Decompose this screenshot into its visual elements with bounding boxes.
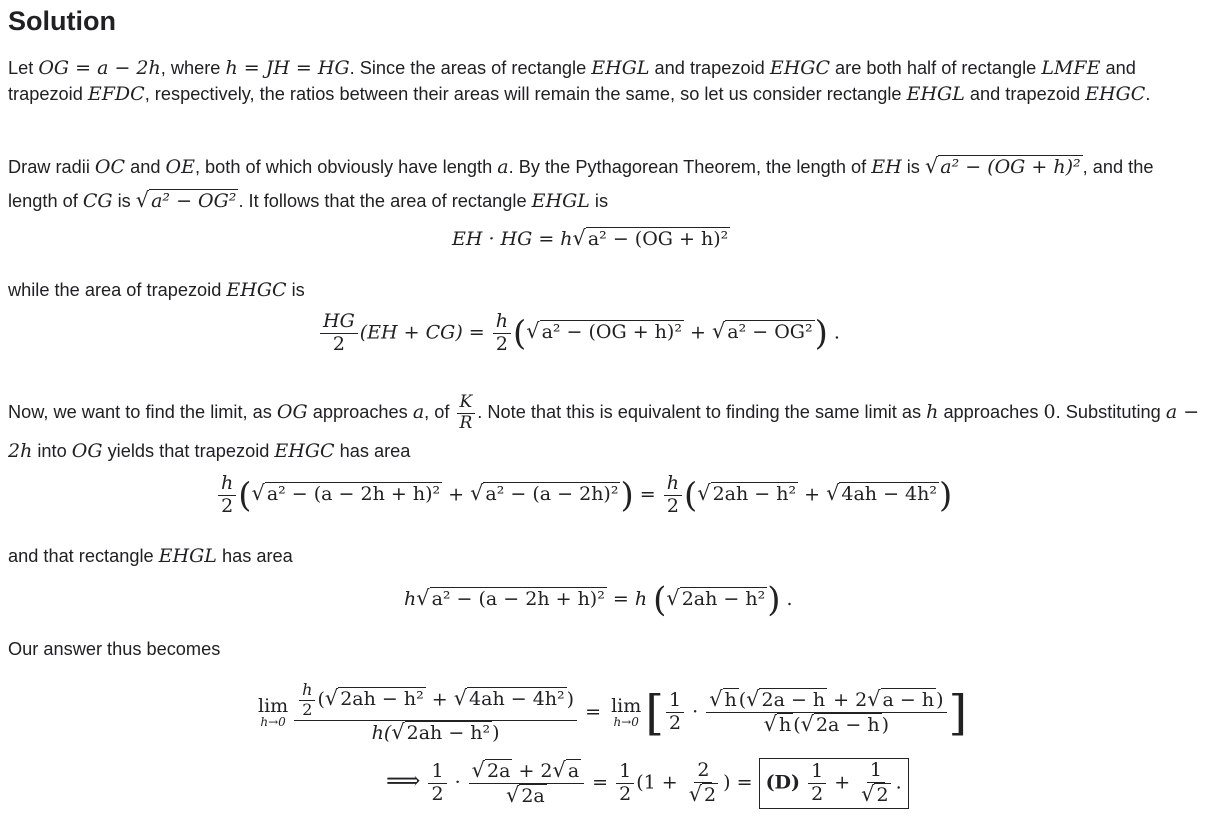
math-ehgc: EHGC — [1085, 83, 1146, 105]
equation-trapezoid-area: $\frac{HG}{2}$ (EH + CG) = $\frac{h}{2}$ (√ a² − (OG + h)² + √ a² − OG²) . — [318, 312, 840, 355]
equation-limit: lim h→0 $\frac{h}{2}$ (√ 2ah − h² + √ 4ah − 4h² ) h(√ 2ah − h² ) = lim h→0 [ $\frac{1}{2}$ · $\frac{√ h (√ 2a - h + 2√ a - h )}{√ h (√ 2a - h )}$ ] — [258, 680, 968, 744]
math-ehgl: EHGL — [906, 83, 965, 105]
math-og: OG — [276, 401, 308, 424]
answer-box: (D) $\frac{1}{2}$ + $\frac{1}{√ 2}$ . — [759, 758, 909, 809]
paragraph-radii — [8, 150, 1207, 218]
text: approaches — [938, 402, 1044, 423]
math-a-minus-2h: a − 2h — [8, 401, 1200, 462]
text: . By the Pythagorean Theorem, the length of — [508, 157, 872, 177]
text: . Substituting — [1055, 402, 1166, 423]
math-a: a — [412, 401, 425, 424]
math-h-def: h = JH = HG — [225, 57, 350, 79]
math-a: a — [497, 156, 509, 178]
text: and trapezoid — [649, 58, 770, 78]
paragraph-limit — [8, 394, 1207, 469]
math-eh: EH — [871, 156, 902, 178]
text: and trapezoid — [964, 84, 1086, 104]
text: and that rectangle — [8, 546, 159, 566]
text: , both of which obviously have length — [194, 157, 498, 177]
text: Now, we want to find the limit, as — [8, 402, 277, 423]
paragraph-rectangle — [8, 543, 1207, 569]
text: Draw radii — [8, 157, 95, 177]
math-zero: 0 — [1043, 401, 1056, 424]
text: are both half of rectangle — [829, 58, 1042, 78]
equation-rectangle-substituted: h√ a² − (a − 2h + h)² = h (√ 2ah − h²) . — [404, 580, 793, 620]
solution-heading: Solution — [8, 6, 116, 36]
math-h: h — [926, 401, 939, 424]
math-oe: OE — [165, 156, 195, 178]
paragraph-answer-intro: Our answer thus becomes — [8, 639, 221, 659]
math-og-def: OG = a − 2h — [38, 57, 161, 79]
math-ehgl: EHGL — [158, 545, 217, 567]
text: . — [1145, 84, 1151, 104]
text: , of — [424, 402, 455, 423]
text: is — [112, 191, 136, 211]
math-cg-length: √ a² − OG² — [135, 188, 237, 212]
paragraph-trapezoid — [8, 277, 1207, 303]
text: , where — [160, 58, 226, 78]
text: approaches — [307, 402, 413, 423]
math-ehgc: EHGC — [226, 279, 287, 301]
text: is — [286, 280, 305, 300]
text: while the area of trapezoid — [8, 280, 227, 300]
text: , and the length of — [8, 157, 1154, 211]
math-lmfe: LMFE — [1041, 57, 1101, 79]
math-oc: OC — [94, 156, 126, 178]
text: and trapezoid — [8, 58, 1136, 104]
math-ehgc: EHGC — [769, 57, 830, 79]
text: yields that trapezoid — [102, 440, 275, 461]
text: has area — [334, 440, 411, 461]
text: , respectively, the ratios between their areas will remain the same, so let us consider rectangle — [144, 84, 907, 104]
math-k-over-r: $\frac{K}{R}$ — [456, 394, 475, 433]
text: . Note that this is equivalent to finding the same limit as — [477, 402, 927, 423]
text: . It follows that the area of rectangle — [238, 191, 532, 211]
math-efdc: EFDC — [87, 83, 145, 105]
equation-rectangle-area: EH · HG = h√ a² − (OG + h)² — [452, 226, 729, 250]
math-ehgl: EHGL — [591, 57, 650, 79]
equation-trapezoid-substituted: $\frac{h}{2}$ (√ a² − (a − 2h + h)² + √ a² − (a − 2h)²) = $\frac{h}{2}$ (√ 2ah − h² + √ 4ah − 4h²) — [216, 474, 952, 517]
math-cg: CG — [82, 190, 113, 212]
math-og: OG — [71, 439, 103, 462]
text: into — [32, 440, 72, 461]
text: is — [589, 191, 609, 211]
text: and — [125, 157, 166, 177]
text: Let — [8, 58, 39, 78]
math-eh-length: √ a² − (OG + h)² — [924, 154, 1081, 178]
math-ehgc: EHGC — [274, 439, 335, 462]
math-ehgl: EHGL — [531, 190, 590, 212]
text: has area — [216, 546, 293, 566]
paragraph-setup — [8, 55, 1207, 107]
equation-final-answer: ⟹ $\frac{1}{2}$ · $\frac{√ 2a + 2√ a}{√ 2a}$ = $\frac{1}{2}$ (1 + $\frac{2}{√ 2}$ ) = (D) $\frac{1}{2}$ + $\frac{1}{√ 2}$ . — [386, 758, 909, 809]
text: is — [901, 157, 925, 177]
text: . Since the areas of rectangle — [349, 58, 592, 78]
